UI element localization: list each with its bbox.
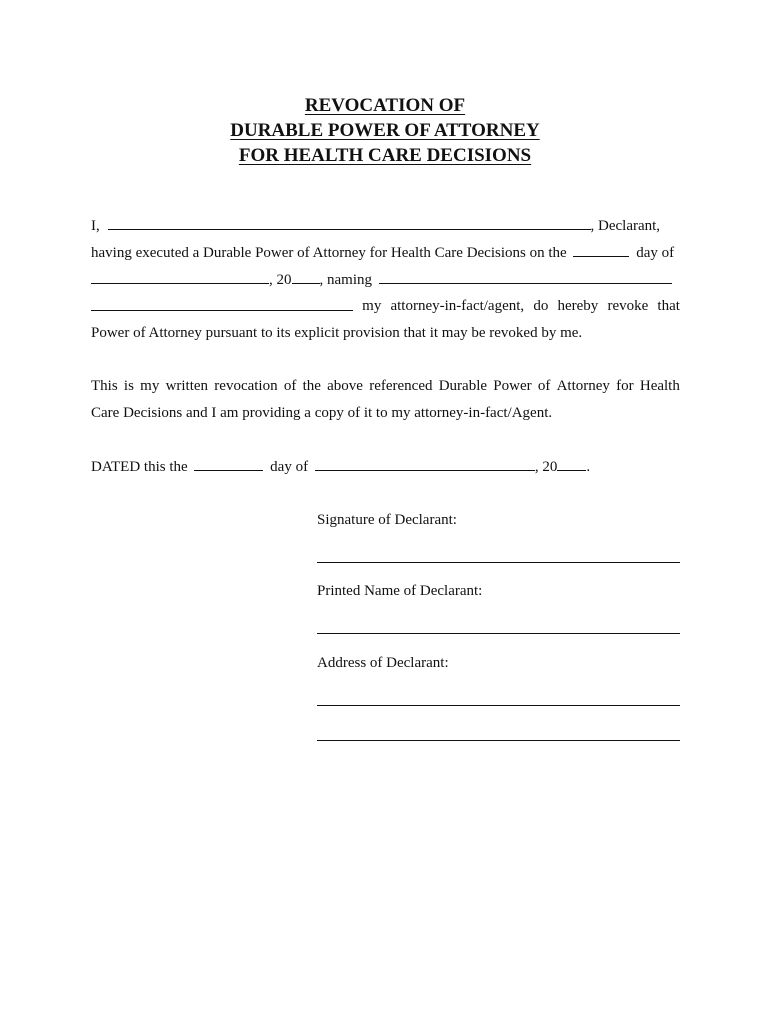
text-day-of: day of — [270, 459, 309, 475]
text-word: attorney-in-fact/agent, — [390, 298, 525, 314]
title-line-3: FOR HEALTH CARE DECISIONS — [238, 145, 532, 166]
text-word: Health — [639, 378, 680, 394]
text-naming: , naming — [319, 272, 372, 288]
declarant-line — [91, 215, 680, 236]
text-i: I, — [91, 218, 100, 234]
text-word: written — [165, 378, 209, 394]
executed-line — [91, 242, 680, 263]
text-copy-provided: Care Decisions and I am providing a copy of it to my attorney-in-fact/Agent. — [91, 405, 553, 421]
attorney-name-blank-1[interactable] — [379, 269, 672, 284]
text-word: revoke — [607, 298, 649, 314]
signature-line[interactable] — [317, 562, 680, 563]
revoke-line — [91, 296, 680, 316]
dated-month-blank[interactable] — [315, 456, 535, 471]
text-word: Durable — [438, 378, 488, 394]
text-word: Attorney — [556, 378, 610, 394]
declarant-name-blank[interactable] — [108, 215, 591, 230]
text-word: the — [302, 378, 321, 394]
text-word: my — [362, 298, 382, 314]
copy-provided-line — [91, 403, 680, 423]
text-word: that — [657, 298, 680, 314]
signature-label: Signature of Declarant: — [317, 512, 457, 528]
text-day-of: day of — [636, 245, 675, 261]
text-provision: Power of Attorney pursuant to its explicit provision that it may be revoked by me. — [91, 325, 583, 341]
text-year: , 20 — [534, 459, 558, 475]
text-executed: having executed a Durable Power of Attorney for Health Care Decisions on the — [91, 245, 567, 261]
written-revocation-line — [91, 376, 680, 396]
dated-day-blank[interactable] — [194, 456, 263, 471]
address-line-2[interactable] — [317, 740, 680, 741]
address-label: Address of Declarant: — [317, 655, 449, 671]
text-word: for — [616, 378, 634, 394]
text-word: Power — [493, 378, 532, 394]
executed-day-blank[interactable] — [573, 242, 629, 257]
text-year: , 20 — [269, 272, 292, 288]
text-word: referenced — [369, 378, 433, 394]
provision-line — [91, 323, 680, 343]
text-word: above — [327, 378, 363, 394]
naming-line — [91, 269, 680, 290]
text-word: of — [537, 378, 551, 394]
dated-line — [91, 456, 680, 477]
text-dated-this: DATED this the — [91, 459, 188, 475]
text-word: is — [123, 378, 134, 394]
text-word: do — [533, 298, 549, 314]
text-word: of — [283, 378, 297, 394]
text-word: This — [91, 378, 118, 394]
text-word: my — [140, 378, 160, 394]
title-line-1: REVOCATION OF — [304, 95, 466, 116]
printed-name-label: Printed Name of Declarant: — [317, 583, 483, 599]
title-line-2: DURABLE POWER OF ATTORNEY — [230, 120, 540, 141]
text-declarant: , Declarant, — [590, 218, 661, 234]
printed-name-line[interactable] — [317, 633, 680, 634]
attorney-name-blank-2[interactable] — [91, 296, 353, 311]
text-word: revocation — [214, 378, 278, 394]
executed-month-blank[interactable] — [91, 269, 269, 284]
executed-year-blank[interactable] — [292, 269, 320, 284]
text-period: . — [586, 459, 591, 475]
dated-year-blank[interactable] — [557, 456, 586, 471]
text-word: hereby — [557, 298, 599, 314]
address-line-1[interactable] — [317, 705, 680, 706]
